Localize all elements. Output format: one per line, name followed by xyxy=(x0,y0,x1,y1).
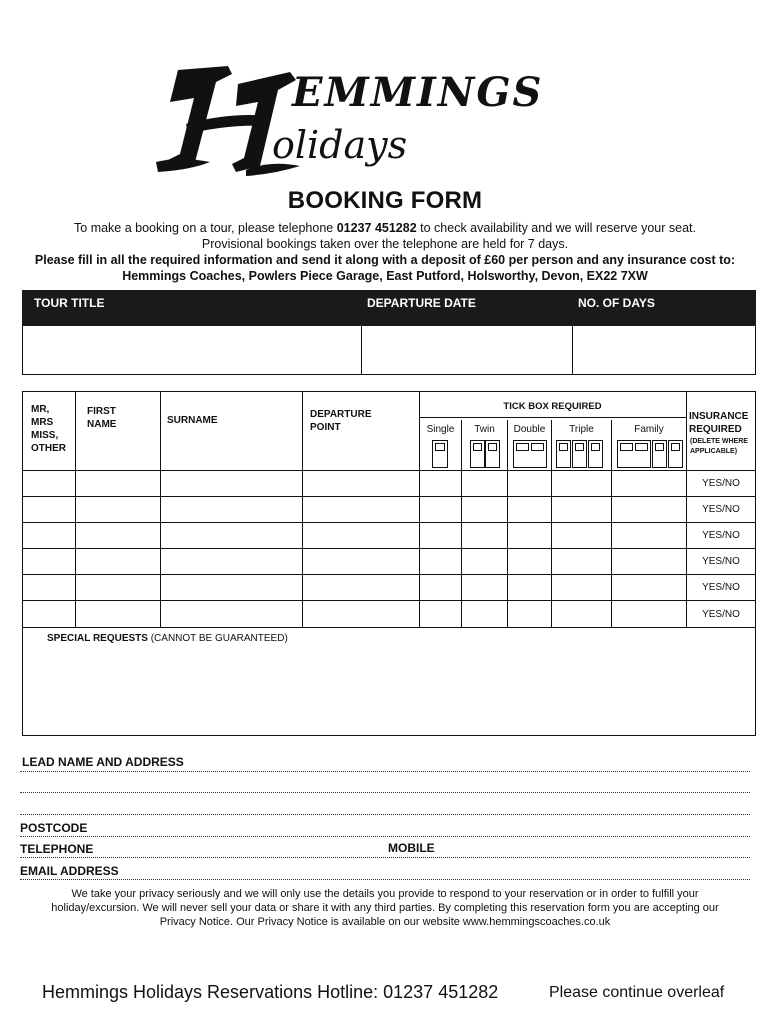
triple-bed-icon xyxy=(556,440,571,468)
logo-top-text: EMMINGS xyxy=(292,69,544,116)
insurance-yes-no[interactable]: YES/NO xyxy=(702,556,740,567)
family-bed-icon xyxy=(668,440,683,468)
postcode-label: POSTCODE xyxy=(20,821,88,835)
no-of-days-field[interactable] xyxy=(574,326,755,374)
privacy-notice: We take your privacy seriously and we will only use the details you provide to respond to your reservation or in order to fulfill your holiday/excursion. We will never sell your data or share it with any third parties. By completing this reservation form you are accepting our Privacy Notice. Our Privacy Notice is available on our website www.hemmingscoaches.co.uk xyxy=(51,888,719,928)
insurance-yes-no[interactable]: YES/NO xyxy=(702,530,740,541)
insurance-yes-no[interactable]: YES/NO xyxy=(702,609,740,620)
form-title: BOOKING FORM xyxy=(287,187,483,214)
twin-bed-icon xyxy=(485,440,500,468)
title-header: MR, MRS MISS, OTHER xyxy=(31,404,66,454)
tour-table-body xyxy=(22,326,756,375)
lead-name-label: LEAD NAME AND ADDRESS xyxy=(22,755,184,769)
address-line[interactable] xyxy=(20,814,750,815)
telephone-label: TELEPHONE xyxy=(20,842,94,856)
tick-box-header: TICK BOX REQUIRED xyxy=(503,401,602,412)
insurance-yes-no[interactable]: YES/NO xyxy=(702,582,740,593)
twin-bed-icon xyxy=(470,440,485,468)
mobile-label: MOBILE xyxy=(388,841,435,855)
tour-title-header: TOUR TITLE xyxy=(34,296,105,310)
departure-date-field[interactable] xyxy=(363,326,572,374)
special-requests-label: SPECIAL REQUESTS (CANNOT BE GUARANTEED) xyxy=(47,633,288,644)
intro-line-2: Provisional bookings taken over the telephone are held for 7 days. xyxy=(201,237,569,251)
intro-phone: 01237 451282 xyxy=(336,221,417,235)
triple-bed-icon xyxy=(572,440,587,468)
family-label: Family xyxy=(634,424,664,435)
telephone-line[interactable] xyxy=(20,857,750,858)
address-line[interactable] xyxy=(20,792,750,793)
email-label: EMAIL ADDRESS xyxy=(20,864,119,878)
hotline-number: 01237 451282 xyxy=(378,982,499,1002)
tour-table-header xyxy=(22,290,756,326)
insurance-yes-no[interactable]: YES/NO xyxy=(702,478,740,489)
email-line[interactable] xyxy=(20,879,750,880)
first-name-header: FIRST NAME xyxy=(87,406,117,430)
insurance-yes-no[interactable]: YES/NO xyxy=(702,504,740,515)
departure-point-header: DEPARTURE POINT xyxy=(310,409,372,433)
triple-bed-icon xyxy=(588,440,603,468)
intro-text: To make a booking on a tour, please telephone xyxy=(74,221,337,235)
family-bed-icon xyxy=(652,440,667,468)
triple-label: Triple xyxy=(569,424,594,435)
lead-name-line[interactable] xyxy=(20,771,750,772)
insurance-note: (DELETE WHERE APPLICABLE) xyxy=(690,438,748,455)
departure-date-header: DEPARTURE DATE xyxy=(367,296,476,310)
logo-bottom-text: olidays xyxy=(272,123,408,167)
hotline-label: Hemmings Holidays Reservations Hotline: xyxy=(42,982,379,1002)
twin-label: Twin xyxy=(474,424,495,435)
double-bed-icon xyxy=(513,440,547,468)
tour-title-field[interactable] xyxy=(23,326,361,374)
continue-overleaf: Please continue overleaf xyxy=(549,984,725,1001)
double-label: Double xyxy=(513,424,546,435)
no-of-days-header: NO. OF DAYS xyxy=(578,296,655,310)
special-requests-field[interactable] xyxy=(23,628,755,734)
family-double-bed-icon xyxy=(617,440,651,468)
single-label: Single xyxy=(426,424,455,435)
intro-address: Hemmings Coaches, Powlers Piece Garage, East Putford, Holsworthy, Devon, EX22 7XW xyxy=(122,269,648,283)
intro-text: to check availability and we will reserve your seat. xyxy=(416,221,696,235)
intro-line-3: Please fill in all the required information and send it along with a deposit of £60 per person and any insurance cost to: xyxy=(34,253,736,267)
passenger-table xyxy=(22,391,756,736)
surname-header: SURNAME xyxy=(167,415,218,426)
intro-line-1 xyxy=(20,220,750,236)
postcode-line[interactable] xyxy=(20,836,750,837)
hotline xyxy=(42,982,498,1003)
hemmings-holidays-logo xyxy=(150,62,610,177)
single-bed-icon xyxy=(432,440,448,468)
insurance-header: INSURANCE REQUIRED xyxy=(689,411,749,435)
